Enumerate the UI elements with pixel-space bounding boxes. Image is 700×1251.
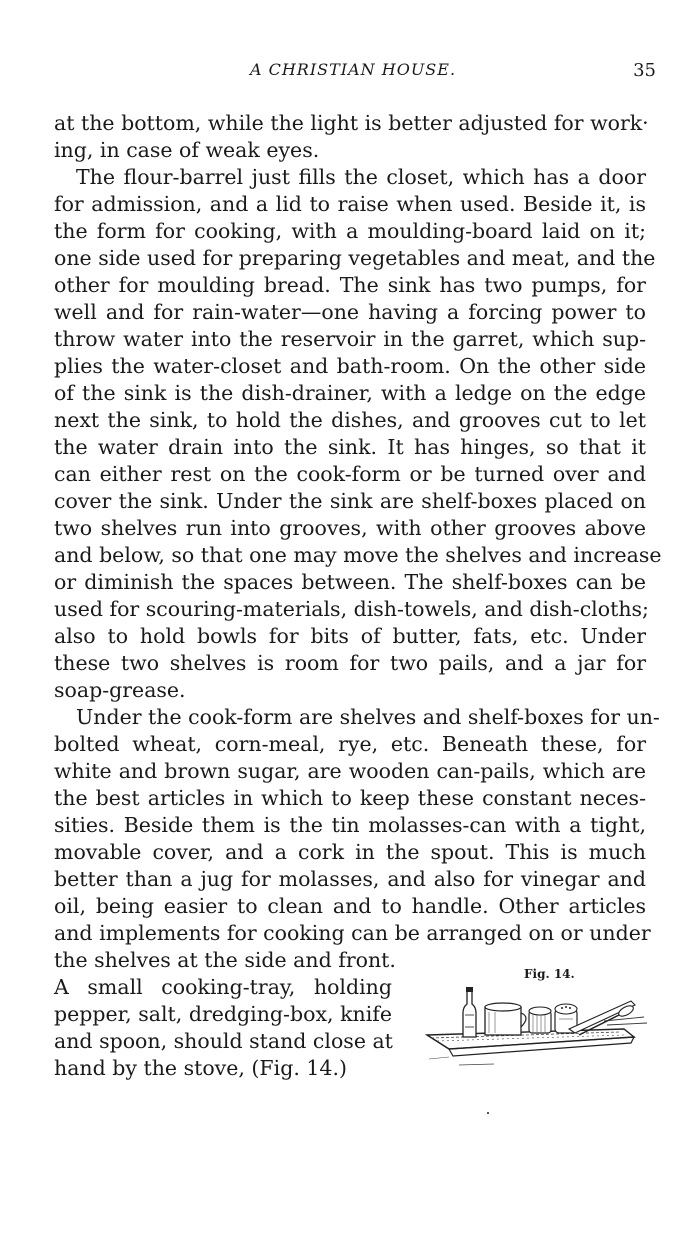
- text-line: at the bottom, while the light is better adjusted for work·: [54, 111, 649, 135]
- running-title: A CHRISTIAN HOUSE.: [249, 60, 457, 79]
- figure-wrapped-text: [54, 947, 396, 1082]
- text-line: and spoon, should stand close at: [54, 1029, 393, 1053]
- text-line: or diminish the spaces between. The shelf-boxes can be: [54, 570, 646, 594]
- text-line: soap-grease.: [54, 678, 186, 702]
- figure-label: Fig. 14.: [524, 967, 575, 981]
- text-line: white and brown sugar, are wooden can-pails, which are: [54, 759, 646, 783]
- text-line: of the sink is the dish-drainer, with a ledge on the edge: [54, 381, 646, 405]
- text-line: The flour-barrel just fills the closet, which has a door: [76, 165, 646, 189]
- text-line: pepper, salt, dredging-box, knife: [54, 1002, 392, 1026]
- text-line: and below, so that one may move the shelves and increase: [54, 543, 662, 567]
- text-line: well and for rain-water—one having a forcing power to: [54, 300, 646, 324]
- text-line: these two shelves is room for two pails, and a jar for: [54, 651, 646, 675]
- page-number: 35: [633, 60, 656, 81]
- text-line: used for scouring-materials, dish-towels, and dish-cloths;: [54, 597, 649, 621]
- page-header: [50, 60, 656, 90]
- paragraph: [54, 110, 649, 164]
- text-line: plies the water-closet and bath-room. On the other side: [54, 354, 646, 378]
- text-line: oil, being easier to clean and to handle. Other articles: [54, 894, 646, 918]
- text-line: hand by the stove, (Fig. 14.): [54, 1056, 347, 1080]
- text-line: the best articles in which to keep these constant neces-: [54, 786, 646, 810]
- text-line: Under the cook-form are shelves and shelf-boxes for un-: [76, 705, 660, 729]
- text-line: cover the sink. Under the sink are shelf-boxes placed on: [54, 489, 646, 513]
- text-line: bolted wheat, corn-meal, rye, etc. Beneath these, for: [54, 732, 646, 756]
- text-line: movable cover, and a cork in the spout. This is much: [54, 840, 646, 864]
- text-line: ing, in case of weak eyes.: [54, 138, 320, 162]
- body-text: [54, 110, 662, 1082]
- text-line: and implements for cooking can be arranged on or under: [54, 921, 651, 945]
- print-speck: [487, 1112, 489, 1114]
- paragraph: [54, 704, 660, 947]
- text-line: one side used for preparing vegetables and meat, and the: [54, 246, 656, 270]
- text-line: throw water into the reservoir in the garret, which sup-: [54, 327, 646, 351]
- text-line: the water drain into the sink. It has hinges, so that it: [54, 435, 646, 459]
- figure-14: [419, 947, 654, 1087]
- paragraph: [54, 164, 662, 704]
- text-line: A small cooking-tray, holding: [54, 975, 392, 999]
- text-line: the shelves at the side and front.: [54, 948, 396, 972]
- text-line: two shelves run into grooves, with other grooves above: [54, 516, 646, 540]
- text-line: better than a jug for molasses, and also for vinegar and: [54, 867, 646, 891]
- figure-block: [54, 947, 646, 1082]
- text-line: sities. Beside them is the tin molasses-can with a tight,: [54, 813, 646, 837]
- text-line: for admission, and a lid to raise when used. Beside it, is: [54, 192, 646, 216]
- text-line: also to hold bowls for bits of butter, fats, etc. Under: [54, 624, 646, 648]
- text-line: the form for cooking, with a moulding-board laid on it;: [54, 219, 646, 243]
- text-line: next the sink, to hold the dishes, and grooves cut to let: [54, 408, 646, 432]
- text-line: can either rest on the cook-form or be turned over and: [54, 462, 646, 486]
- cooking-tray-illustration: [419, 977, 649, 1077]
- text-line: other for moulding bread. The sink has two pumps, for: [54, 273, 646, 297]
